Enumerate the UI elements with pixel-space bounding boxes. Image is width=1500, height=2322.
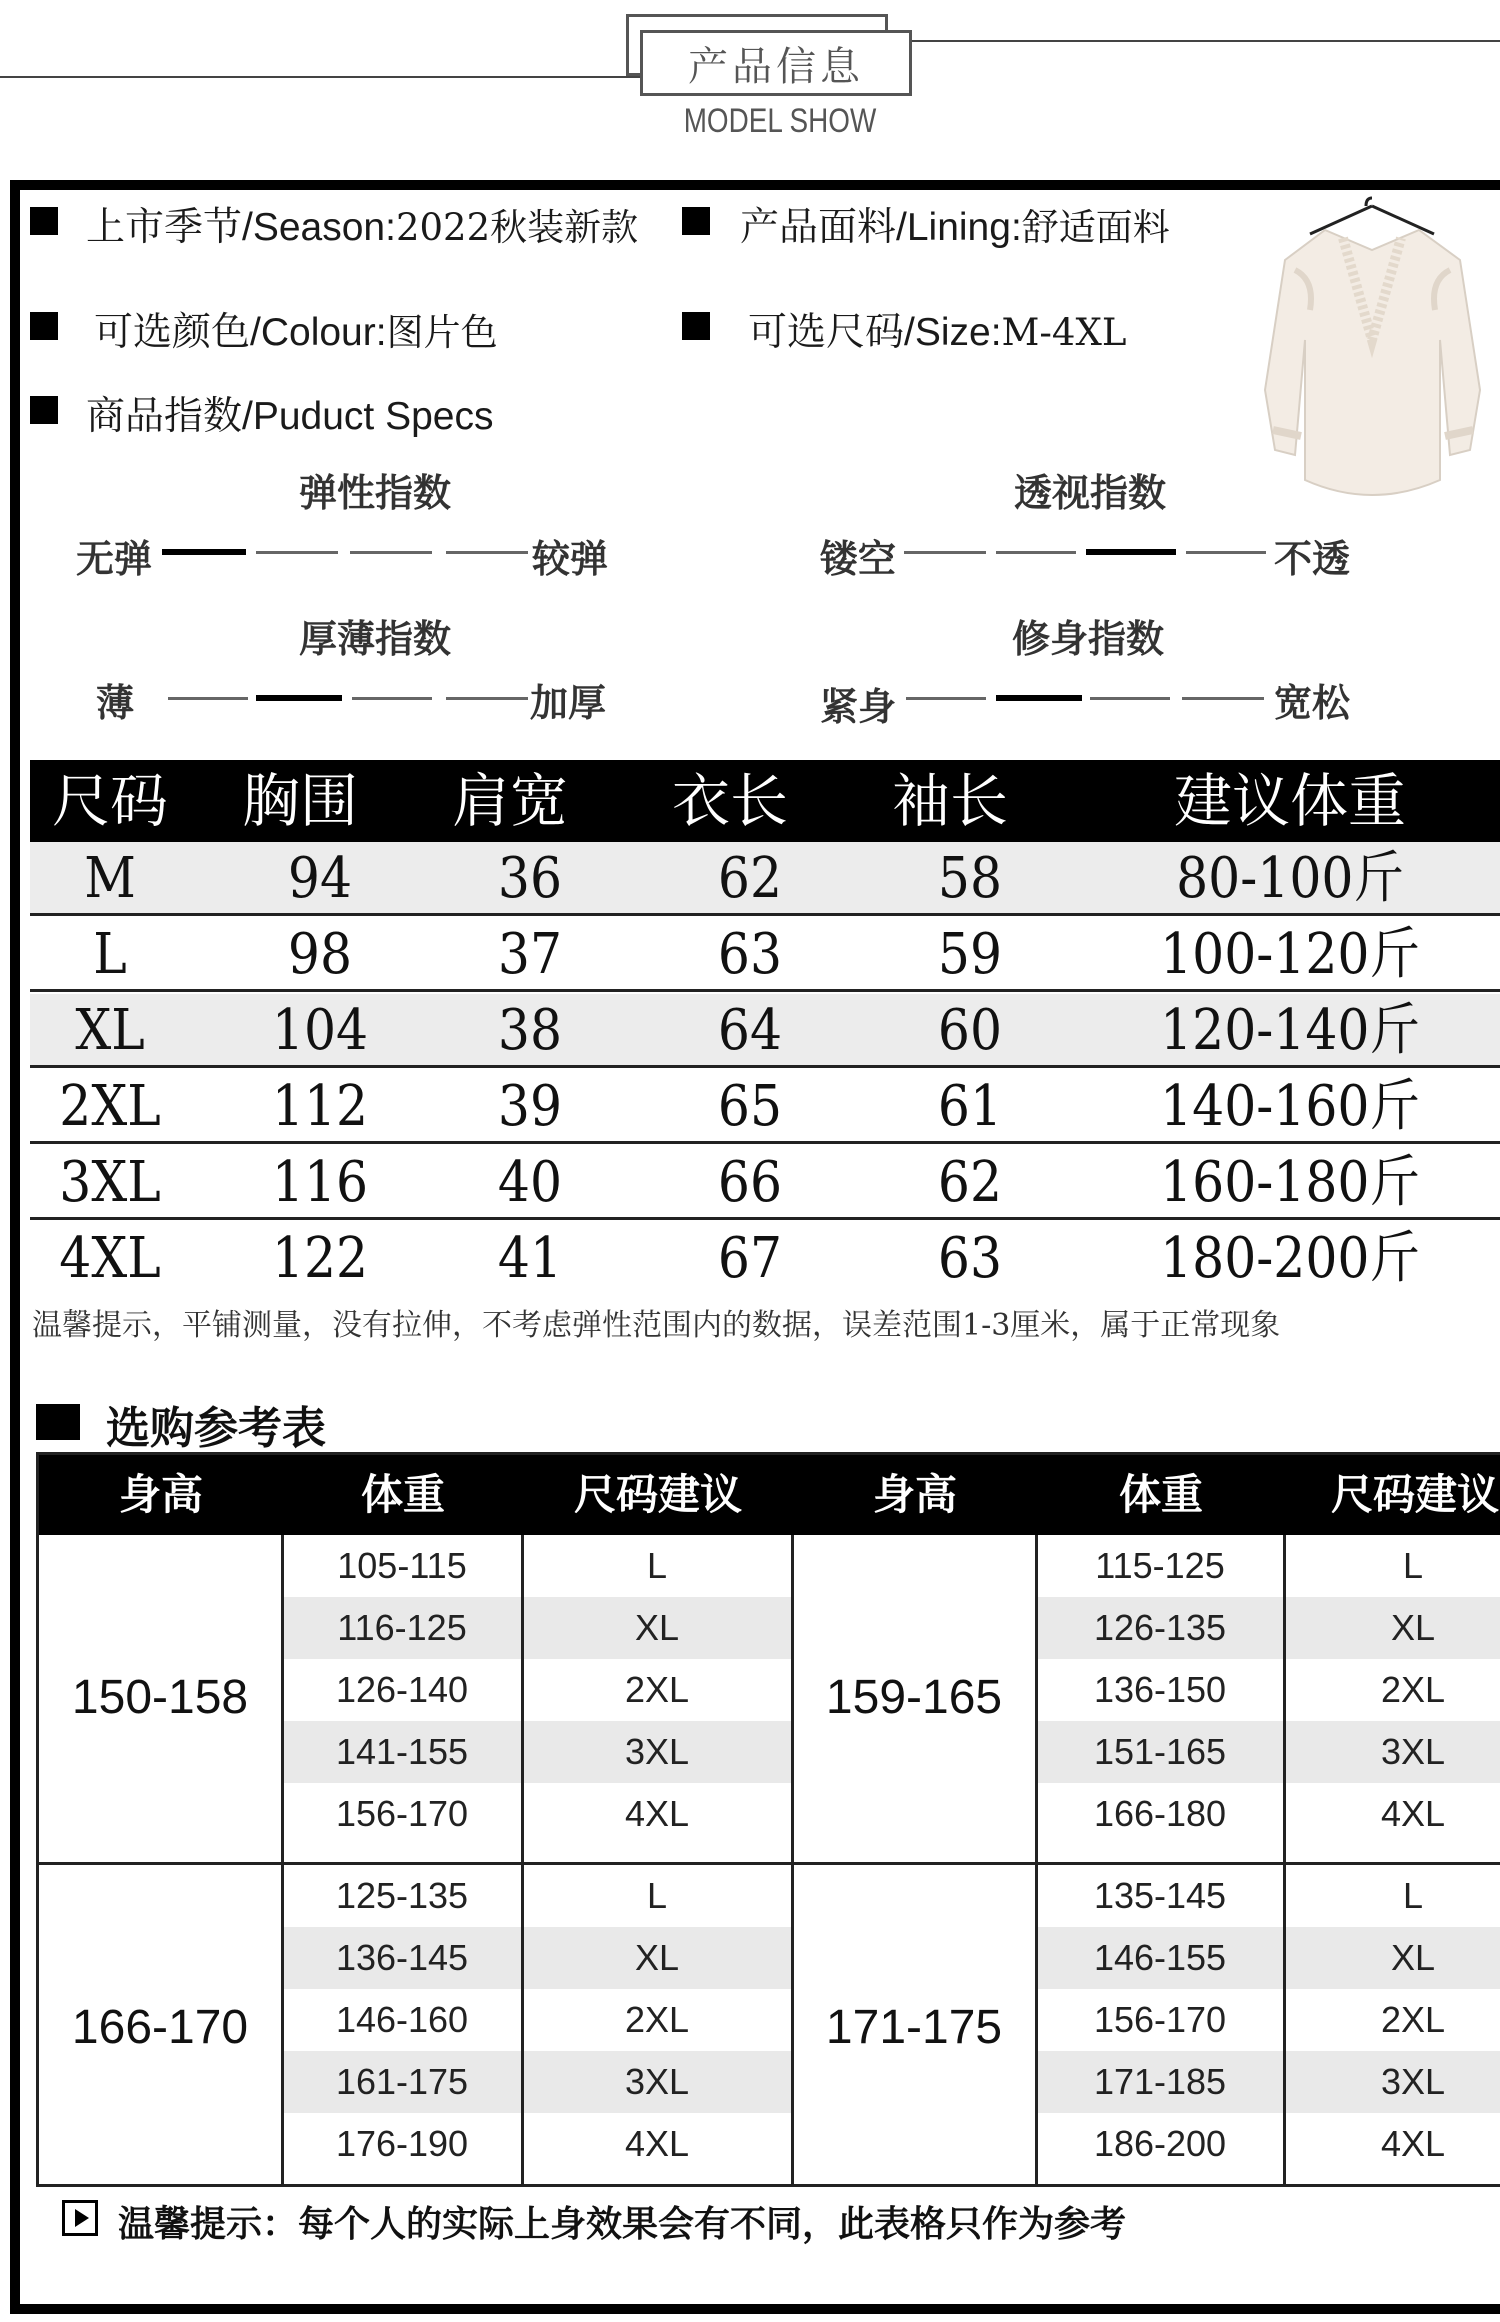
cell-chest: 122 <box>271 1226 369 1291</box>
cell-sleeve: 63 <box>937 1226 1003 1291</box>
cell-weight: 140-160斤 <box>1160 1074 1420 1139</box>
size-suggestion: 2XL <box>1380 1999 1446 2040</box>
header-cell: 身高 <box>118 1471 203 1518</box>
scale-right-label: 不透 <box>1274 539 1351 581</box>
scale-segment <box>256 551 338 554</box>
cell-size: XL <box>75 998 145 1063</box>
weight-range: 136-145 <box>335 1937 469 1978</box>
cell-weight: 180-200斤 <box>1160 1226 1420 1291</box>
scale-left-label: 薄 <box>96 683 135 725</box>
size-suggestion: XL <box>1390 1607 1436 1648</box>
size-table-header <box>30 760 1500 842</box>
measurement-note: 温馨提示，平铺测量，没有拉伸，不考虑弹性范围内的数据，误差范围1-3厘米，属于正常现象 <box>32 1308 1281 1343</box>
scale-segment <box>1086 549 1176 555</box>
scale-segment <box>906 697 986 700</box>
cell-weight: 100-120斤 <box>1160 922 1420 987</box>
weight-range: 166-180 <box>1093 1793 1227 1834</box>
colour-label: 可选颜色/Colour <box>94 311 376 354</box>
spec-title-elasticity: 弹性指数 <box>298 473 451 515</box>
scale-segment <box>904 551 986 554</box>
season-value: 2022秋装新款 <box>395 206 639 249</box>
info-lining <box>740 196 1170 252</box>
table-row <box>30 918 1500 992</box>
weight-range: 126-140 <box>335 1669 469 1710</box>
product-blouse-image <box>1255 190 1490 520</box>
size-suggestion: XL <box>634 1607 680 1648</box>
table-row <box>30 842 1500 916</box>
scale-segment <box>350 551 432 554</box>
cell-chest: 98 <box>287 922 353 987</box>
colon: : <box>375 311 387 354</box>
table-row <box>30 1146 1500 1220</box>
weight-range: 126-135 <box>1093 1607 1227 1648</box>
cell-sleeve: 62 <box>937 1150 1003 1215</box>
table-row <box>30 994 1500 1068</box>
weight-range: 151-165 <box>1093 1731 1227 1772</box>
size-suggestion: L <box>1402 1875 1424 1916</box>
scale-right-label: 加厚 <box>530 683 607 725</box>
weight-range: 146-160 <box>335 1999 469 2040</box>
header-cell: 身高 <box>872 1471 957 1518</box>
header-cell: 尺码 <box>51 767 168 835</box>
size-suggestion: 4XL <box>624 1793 690 1834</box>
cell-shoulder: 40 <box>497 1150 563 1215</box>
cell-length: 67 <box>717 1226 783 1291</box>
colour-value: 图片色 <box>386 311 498 354</box>
cell-weight: 160-180斤 <box>1160 1150 1420 1215</box>
section-subtitle: MODEL SHOW <box>683 102 877 140</box>
scale-segment <box>446 551 528 554</box>
scale-segment <box>446 697 528 700</box>
weight-range: 161-175 <box>335 2061 469 2102</box>
cell-chest: 104 <box>271 998 369 1063</box>
cell-length: 65 <box>717 1074 783 1139</box>
height-range: 171-175 <box>825 2001 1003 2054</box>
header-cell: 袖长 <box>891 767 1008 835</box>
spec-title-thickness: 厚薄指数 <box>298 619 451 661</box>
play-arrow-icon <box>62 2200 98 2236</box>
cell-size: 4XL <box>59 1226 161 1291</box>
header-cell: 尺码建议 <box>1330 1471 1499 1518</box>
size-suggestion: L <box>646 1545 668 1586</box>
lining-label: 产品面料/Lining <box>740 206 1011 249</box>
cell-shoulder: 41 <box>497 1226 563 1291</box>
weight-range: 116-125 <box>337 1607 467 1648</box>
weight-range: 135-145 <box>1093 1875 1227 1916</box>
weight-range: 156-170 <box>335 1793 469 1834</box>
size-suggestion: 3XL <box>624 1731 690 1772</box>
header-divider <box>910 40 1500 42</box>
header-cell: 肩宽 <box>451 767 568 835</box>
size-suggestion: 3XL <box>624 2061 690 2102</box>
header-cell: 体重 <box>360 1471 445 1518</box>
size-suggestion: 2XL <box>1380 1669 1446 1710</box>
weight-range: 176-190 <box>335 2123 469 2164</box>
scale-segment <box>1186 551 1266 554</box>
weight-range: 156-170 <box>1093 1999 1227 2040</box>
lining-value: 舒适面料 <box>1021 206 1170 249</box>
size-suggestion: 3XL <box>1380 1731 1446 1772</box>
size-suggestion: L <box>646 1875 668 1916</box>
size-suggestion: 4XL <box>1380 2123 1446 2164</box>
cell-sleeve: 59 <box>937 922 1003 987</box>
cell-sleeve: 60 <box>937 998 1003 1063</box>
section-title: 产品信息 <box>640 30 912 96</box>
weight-range: 136-150 <box>1093 1669 1227 1710</box>
size-suggestion: L <box>1402 1545 1424 1586</box>
scale-left-label: 无弹 <box>76 539 153 581</box>
cell-shoulder: 39 <box>497 1074 563 1139</box>
scale-left-label: 紧身 <box>820 687 897 729</box>
cell-size: 2XL <box>59 1074 161 1139</box>
scale-segment <box>996 695 1082 701</box>
header-cell: 衣长 <box>671 767 788 835</box>
size-suggestion: XL <box>634 1937 680 1978</box>
header-cell: 尺码建议 <box>573 1471 742 1518</box>
size-suggestion: XL <box>1390 1937 1436 1978</box>
size-suggestion: 4XL <box>624 2123 690 2164</box>
scale-segment <box>256 695 342 701</box>
cell-size: M <box>84 846 136 911</box>
table-row <box>30 1222 1500 1296</box>
scale-right-label: 较弹 <box>532 539 609 581</box>
spec-title-fit: 修身指数 <box>1011 619 1164 661</box>
weight-range: 115-125 <box>1095 1545 1225 1586</box>
header-divider <box>0 76 640 78</box>
cell-shoulder: 38 <box>497 998 563 1063</box>
weight-range: 171-185 <box>1093 2061 1227 2102</box>
colon: : <box>1010 206 1022 249</box>
cell-size: L <box>93 922 127 987</box>
cell-sleeve: 58 <box>937 846 1003 911</box>
size-suggestion: 3XL <box>1380 2061 1446 2102</box>
section-header <box>0 0 1500 160</box>
cell-sleeve: 61 <box>937 1074 1003 1139</box>
header-cell: 胸围 <box>241 767 358 835</box>
cell-length: 66 <box>717 1150 783 1215</box>
scale-right-label: 宽松 <box>1274 683 1351 725</box>
info-size <box>748 301 1126 357</box>
specs-label: 商品指数/Puduct Specs <box>86 395 494 438</box>
bullet-square-icon <box>682 207 710 235</box>
bullet-square-icon <box>682 312 710 340</box>
season-label: 上市季节/Season <box>86 206 386 249</box>
cell-weight: 80-100斤 <box>1176 846 1404 911</box>
cell-size: 3XL <box>59 1150 161 1215</box>
table-row <box>30 1070 1500 1144</box>
scale-segment <box>352 697 432 700</box>
size-value: M-4XL <box>1001 311 1127 354</box>
height-range: 159-165 <box>825 1671 1003 1724</box>
scale-left-label: 镂空 <box>820 539 897 581</box>
size-suggestion: 2XL <box>624 1669 690 1710</box>
weight-range: 105-115 <box>337 1545 467 1586</box>
recommend-table-header <box>39 1455 1500 1535</box>
bullet-square-icon <box>30 207 58 235</box>
header-cell: 建议体重 <box>1173 767 1406 835</box>
scale-segment <box>996 551 1076 554</box>
height-range: 166-170 <box>71 2001 249 2054</box>
cell-length: 64 <box>717 998 783 1063</box>
height-range: 150-158 <box>71 1671 249 1724</box>
cell-weight: 120-140斤 <box>1160 998 1420 1063</box>
scale-segment <box>162 549 246 555</box>
size-suggestion: 4XL <box>1380 1793 1446 1834</box>
recommend-title: 选购参考表 <box>106 1404 326 1453</box>
bullet-square-icon <box>30 396 58 424</box>
bullet-square-icon <box>30 312 58 340</box>
scale-segment <box>1182 697 1264 700</box>
cell-chest: 112 <box>271 1074 369 1139</box>
recommend-note: 温馨提示：每个人的实际上身效果会有不同，此表格只作为参考 <box>118 2203 1127 2244</box>
weight-range: 125-135 <box>335 1875 469 1916</box>
info-colour <box>94 301 498 357</box>
cell-chest: 116 <box>271 1150 369 1215</box>
size-label: 可选尺码/Size <box>748 311 991 354</box>
colon: : <box>990 311 1002 354</box>
scale-segment <box>168 697 248 700</box>
cell-shoulder: 36 <box>497 846 563 911</box>
spec-title-transparency: 透视指数 <box>1013 473 1166 515</box>
header-cell: 体重 <box>1118 1471 1203 1518</box>
recommend-table <box>36 1452 1500 2187</box>
cell-chest: 94 <box>287 846 353 911</box>
colon: : <box>385 206 396 249</box>
cell-length: 63 <box>717 922 783 987</box>
weight-range: 141-155 <box>335 1731 469 1772</box>
cell-shoulder: 37 <box>497 922 563 987</box>
scale-segment <box>1090 697 1170 700</box>
weight-range: 146-155 <box>1093 1937 1227 1978</box>
cell-length: 62 <box>717 846 783 911</box>
info-season <box>86 196 638 252</box>
size-suggestion: 2XL <box>624 1999 690 2040</box>
bullet-square-icon <box>36 1404 80 1440</box>
weight-range: 186-200 <box>1093 2123 1227 2164</box>
